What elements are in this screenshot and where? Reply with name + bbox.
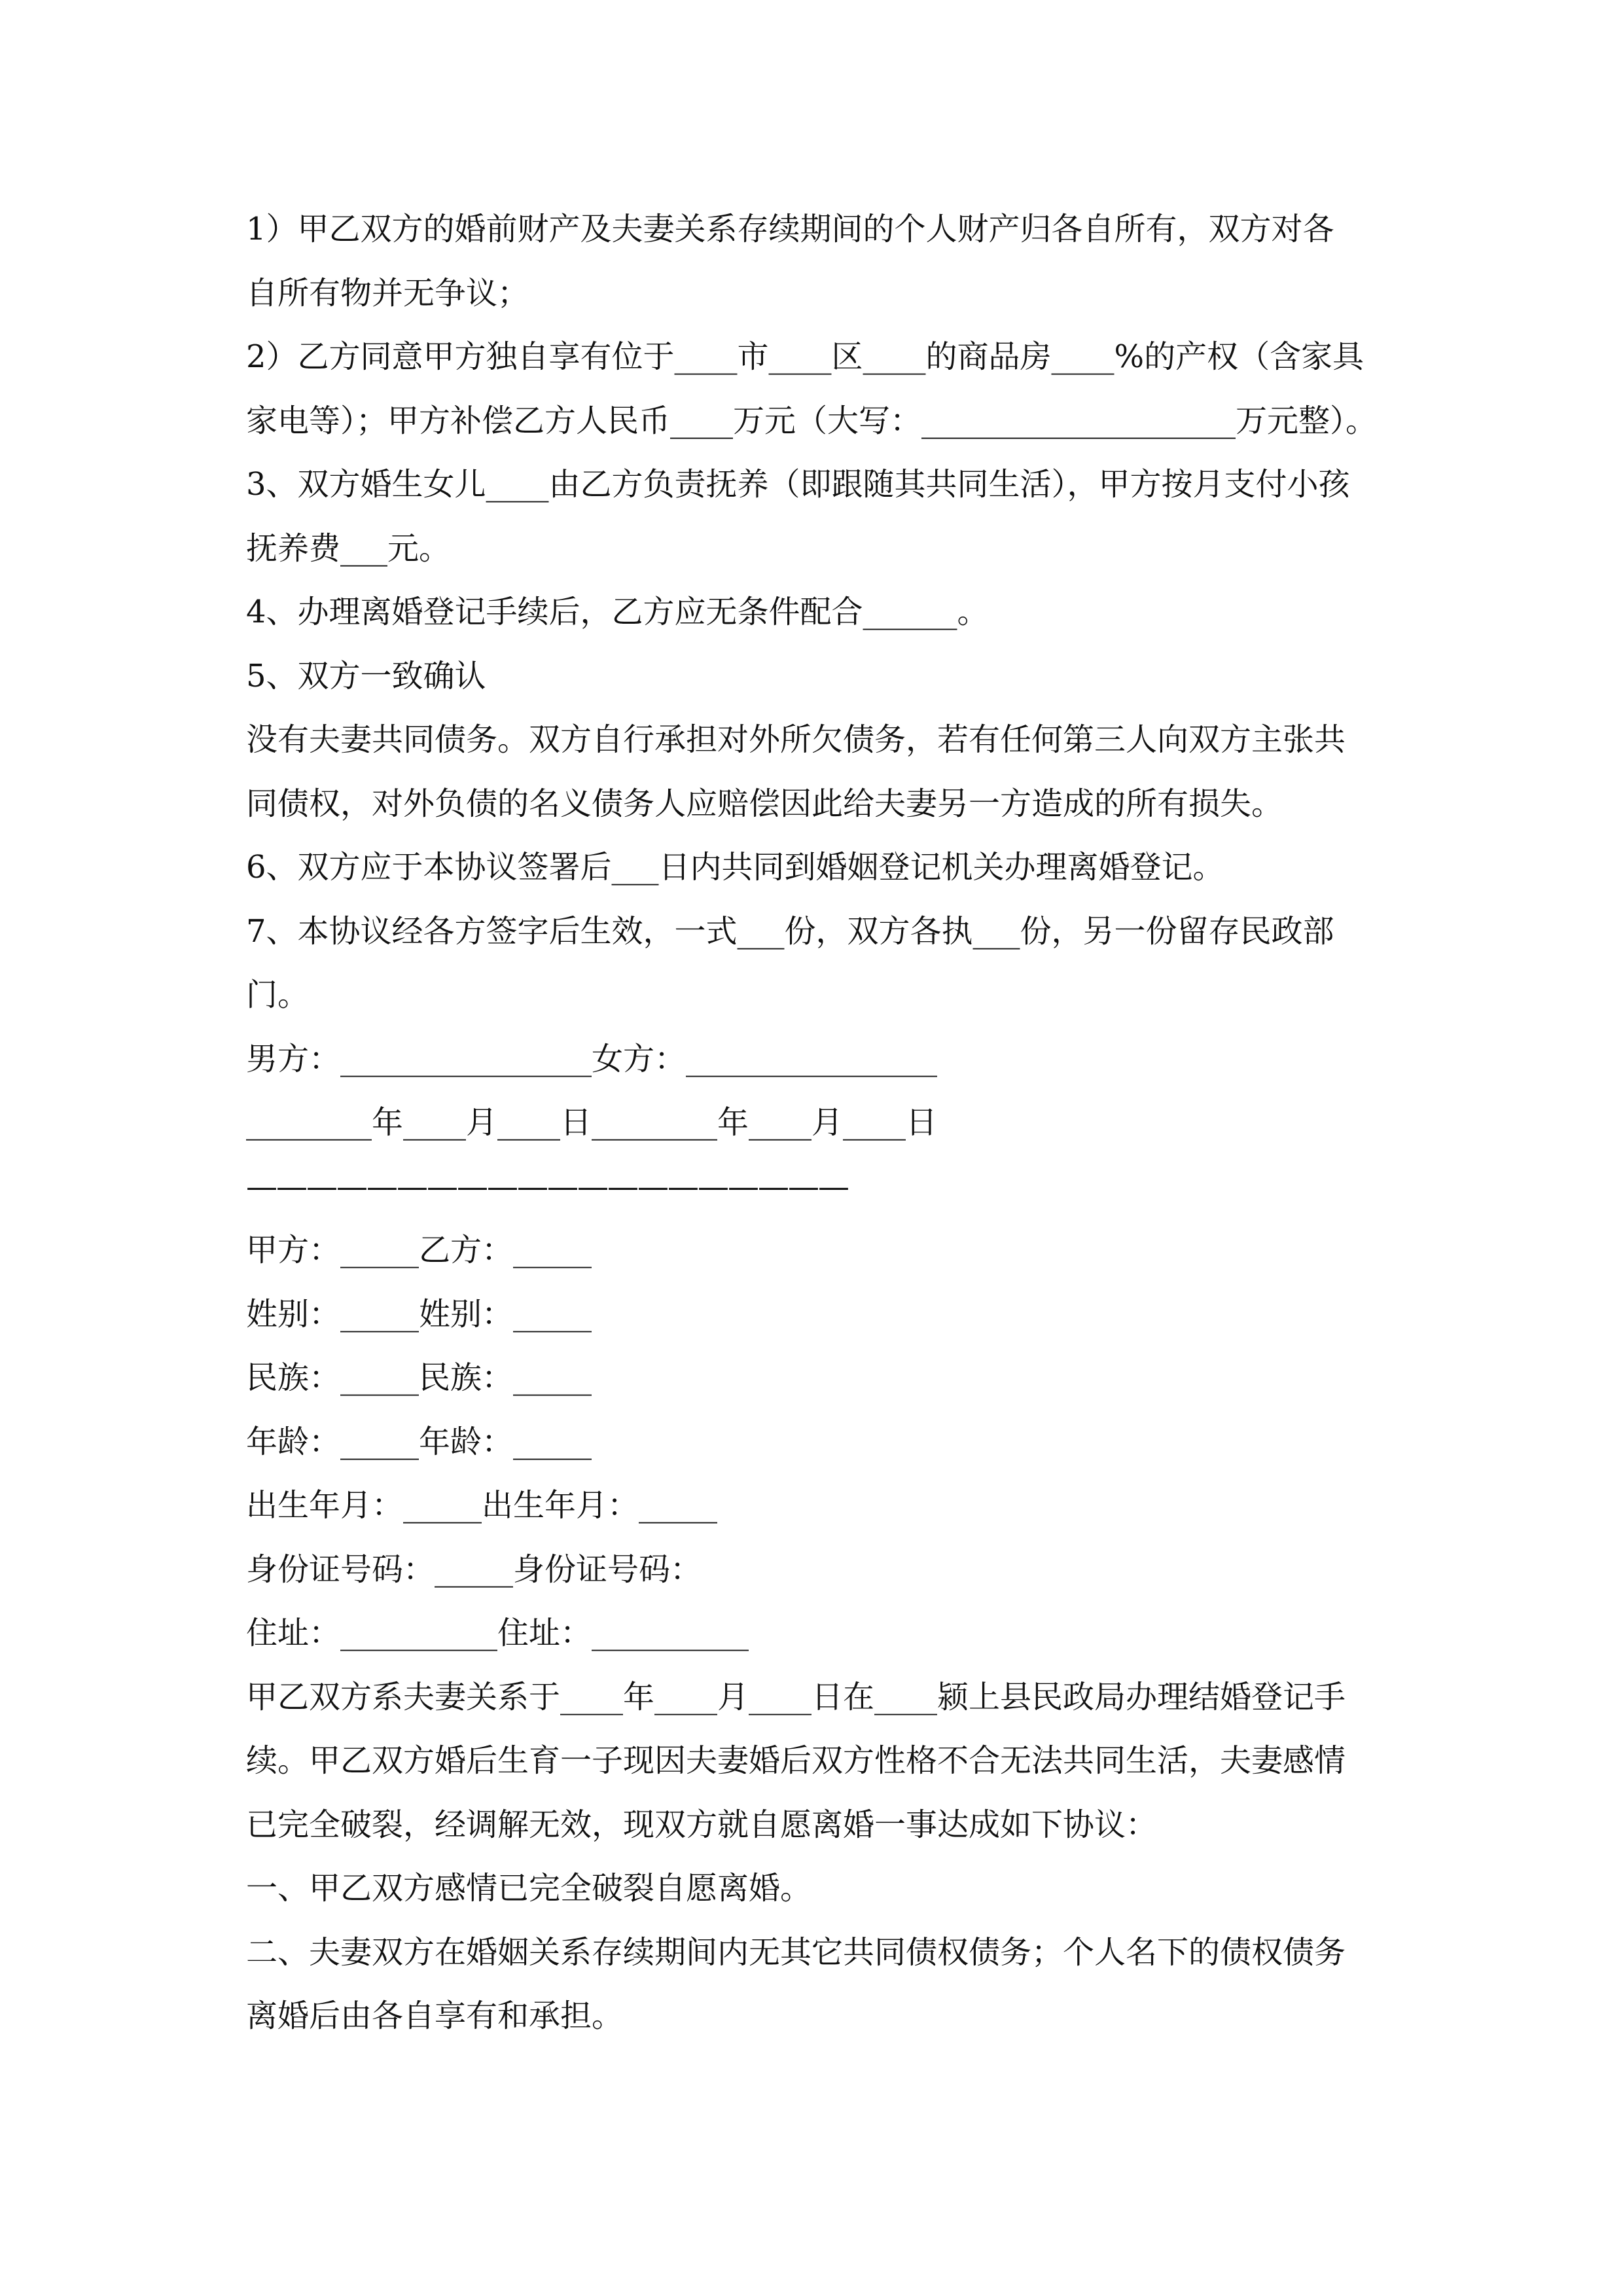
clause-7-line-1: 7、本协议经各方签字后生效，一式___份，双方各执___份，另一份留存民政部 bbox=[246, 912, 1334, 950]
clause-2-line-1: 2）乙方同意甲方独自享有位于____市____区____的商品房____%的产权（含家具 bbox=[246, 338, 1364, 375]
clause-5-line-1: 没有夫妻共同债务。双方自行承担对外所欠债务，若有任何第三人向双方主张共 bbox=[246, 721, 1346, 758]
party-gender: 姓别：_____姓别：_____ bbox=[246, 1295, 592, 1333]
clause-2-line-2: 家电等）；甲方补偿乙方人民币____万元（大写：____________________万元整）。 bbox=[246, 402, 1378, 439]
signature-line: 男方：________________女方：________________ bbox=[246, 1040, 938, 1077]
preamble-line-2: 续。甲乙双方婚后生育一子现因夫妻婚后双方性格不合无法共同生活，夫妻感情 bbox=[246, 1742, 1346, 1779]
party-id: 身份证号码：_____身份证号码： bbox=[246, 1551, 702, 1588]
article-2-line-2: 离婚后由各自享有和承担。 bbox=[246, 1998, 624, 2034]
clause-5-line-2: 同债权，对外负债的名义债务人应赔偿因此给夫妻另一方造成的所有损失。 bbox=[246, 785, 1283, 822]
preamble-line-1: 甲乙双方系夫妻关系于____年____月____日在____颍上县民政局办理结婚登记手 bbox=[246, 1678, 1346, 1715]
document-page bbox=[246, 198, 1424, 2049]
clause-3-line-2: 抚养费___元。 bbox=[246, 529, 451, 567]
preamble-line-3: 已完全破裂，经调解无效，现双方就自愿离婚一事达成如下协议： bbox=[246, 1806, 1158, 1843]
party-address: 住址：__________住址：__________ bbox=[246, 1615, 749, 1651]
party-birth: 出生年月：_____出生年月：_____ bbox=[246, 1487, 718, 1524]
party-age: 年龄：_____年龄：_____ bbox=[246, 1423, 592, 1460]
clause-5-heading: 5、双方一致确认 bbox=[246, 657, 486, 694]
clause-7-line-2: 门。 bbox=[246, 977, 310, 1013]
article-2-line-1: 二、夫妻双方在婚姻关系存续期间内无其它共同债权债务；个人名下的债权债务 bbox=[246, 1933, 1346, 1971]
divider: ———————————————————— bbox=[246, 1168, 848, 1205]
article-1: 一、甲乙双方感情已完全破裂自愿离婚。 bbox=[246, 1870, 812, 1907]
clause-6: 6、双方应于本协议签署后___日内共同到婚姻登记机关办理离婚登记。 bbox=[246, 849, 1224, 886]
date-line: ________年____月____日________年____月____日 bbox=[246, 1104, 938, 1141]
party-names: 甲方：_____乙方：_____ bbox=[246, 1232, 592, 1268]
clause-1-line-1: 1）甲乙双方的婚前财产及夫妻关系存续期间的个人财产归各自所有，双方对各 bbox=[246, 211, 1334, 247]
clause-4: 4、办理离婚登记手续后，乙方应无条件配合______。 bbox=[246, 594, 989, 630]
clause-3-line-1: 3、双方婚生女儿____由乙方负责抚养（即跟随其共同生活），甲方按月支付小孩 bbox=[246, 466, 1350, 503]
party-ethnicity: 民族：_____民族：_____ bbox=[246, 1359, 592, 1396]
clause-1-line-2: 自所有物并无争议； bbox=[246, 274, 529, 312]
